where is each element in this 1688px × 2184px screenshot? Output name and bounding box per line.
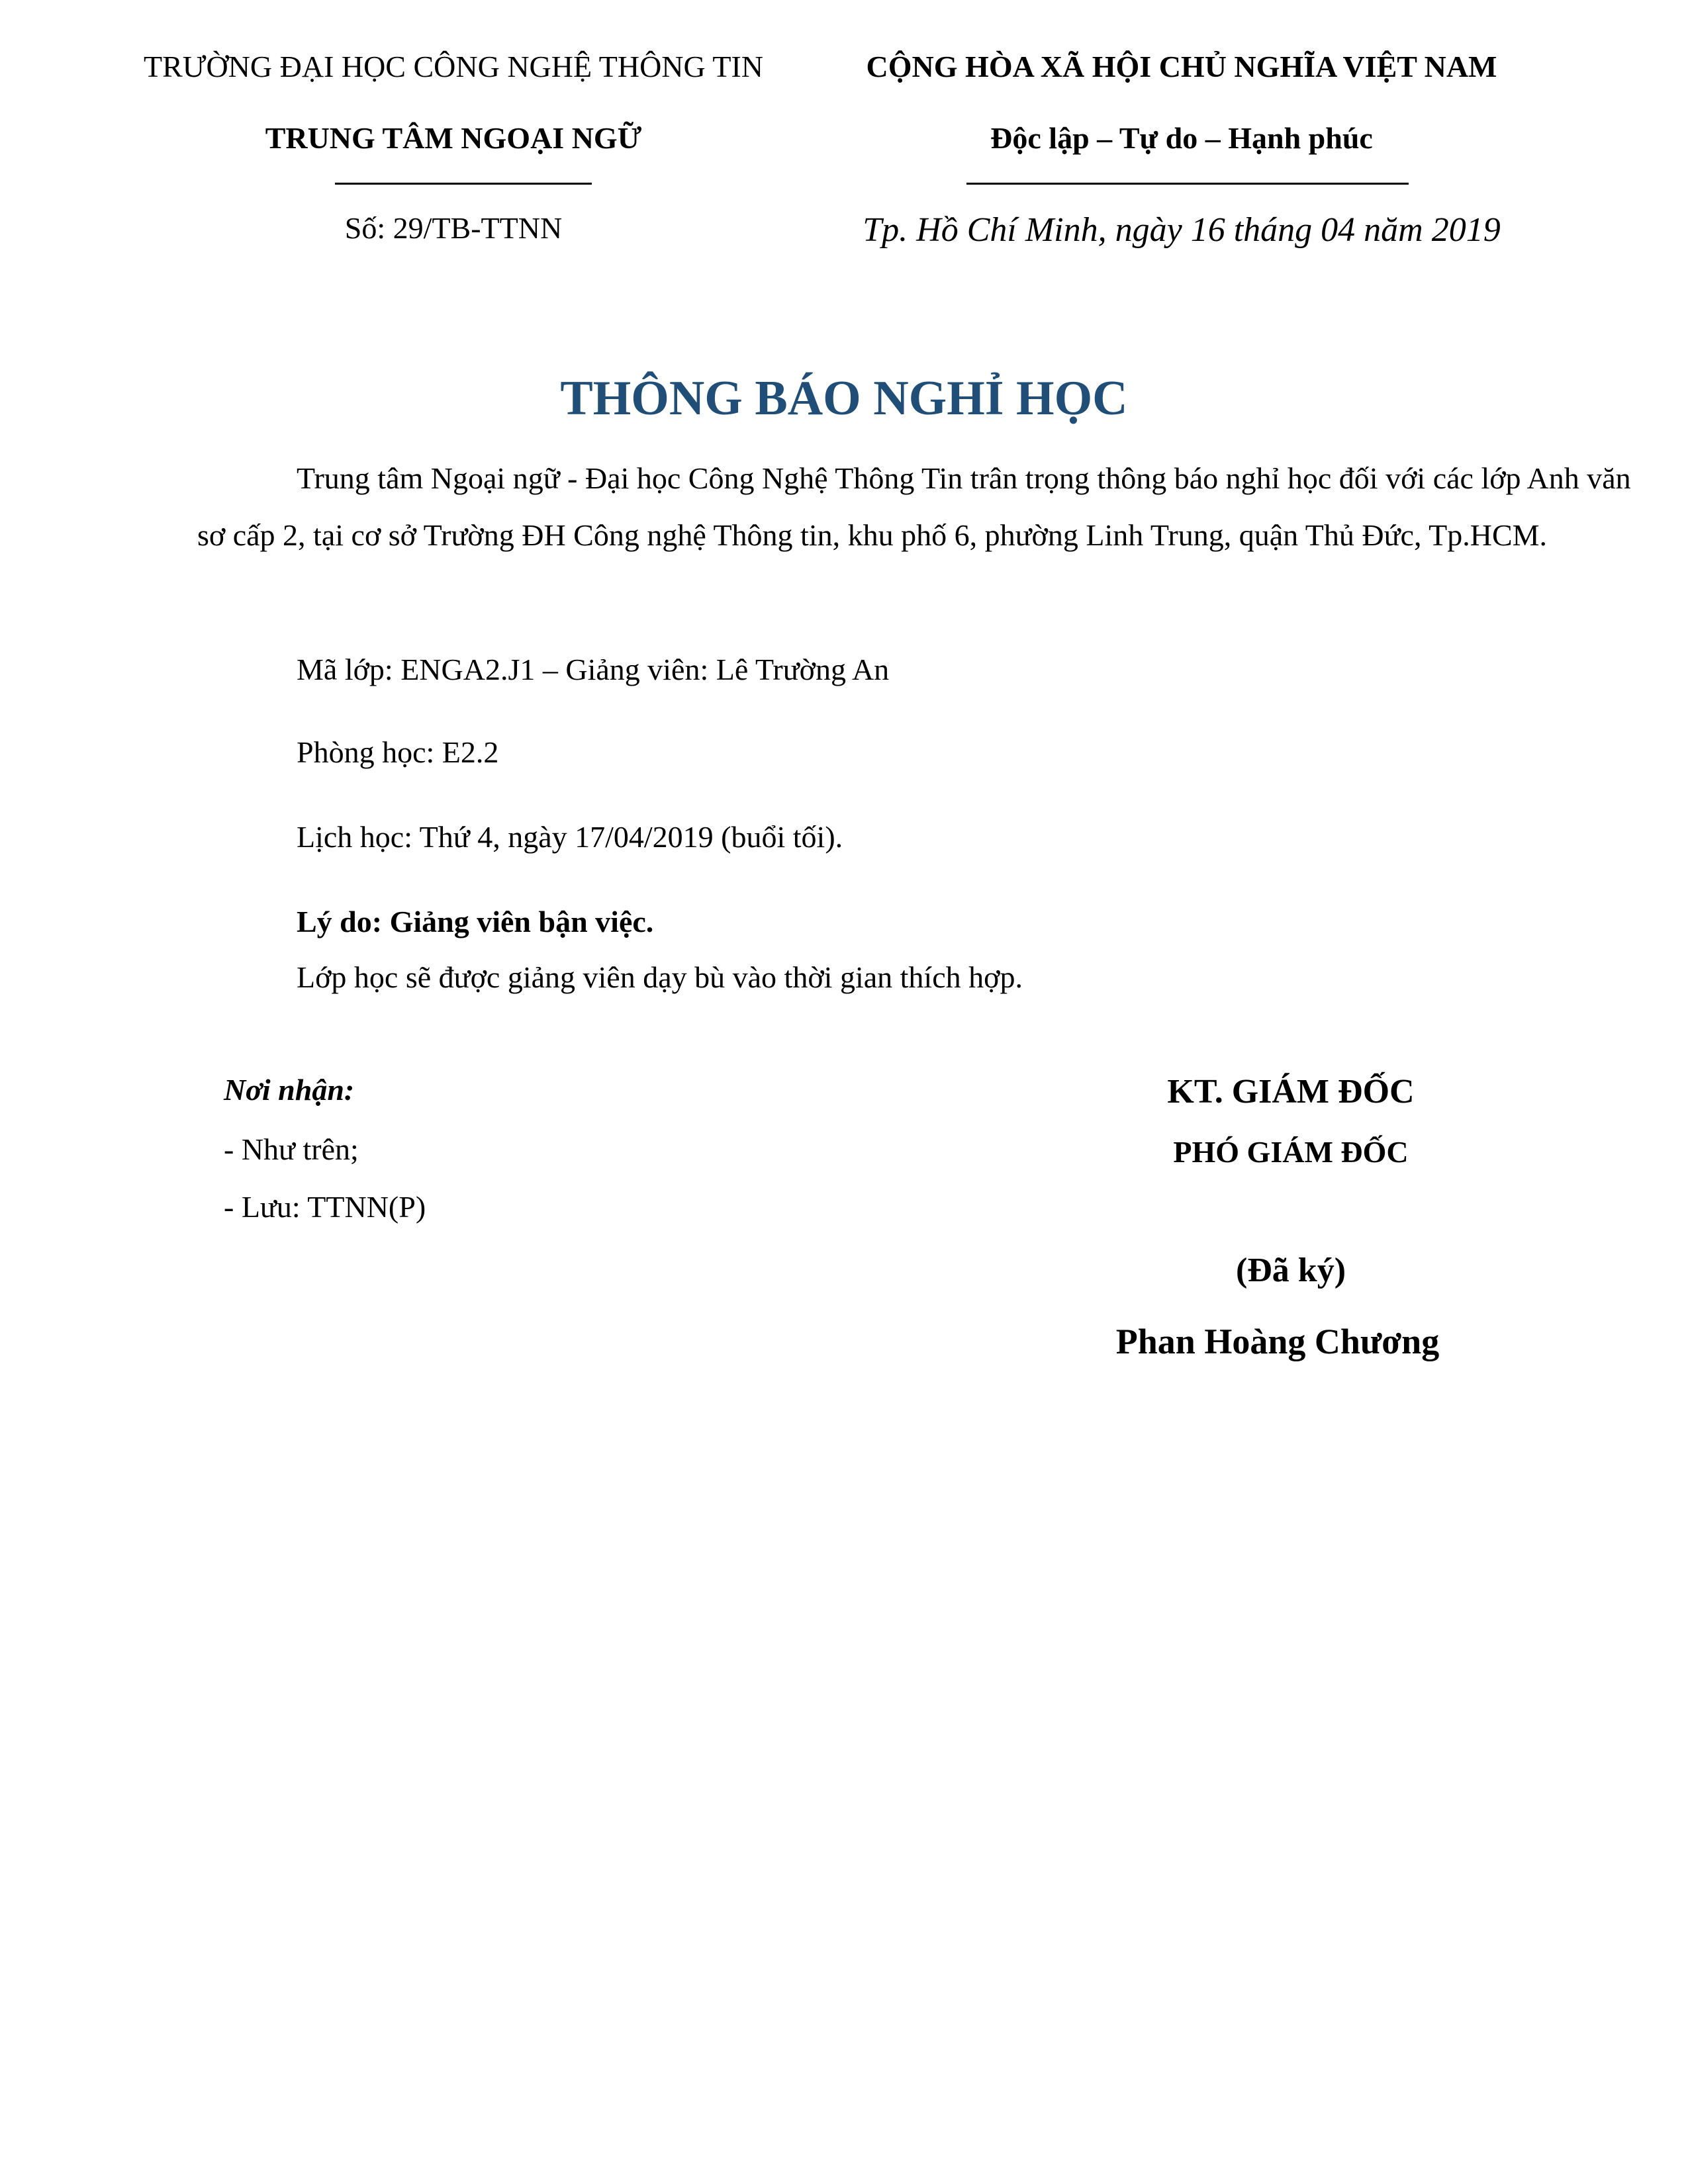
document-number: Số: 29/TB-TTNN — [344, 211, 563, 245]
national-title: CỘNG HÒA XÃ HỘI CHỦ NGHĨA VIỆT NAM — [866, 50, 1497, 83]
place-date: Tp. Hồ Chí Minh, ngày 16 tháng 04 năm 2019 — [863, 211, 1501, 249]
recipient-item: - Như trên; — [224, 1132, 359, 1166]
center-name: TRUNG TÂM NGOẠI NGỮ — [265, 121, 642, 155]
makeup-line: Lớp học sẽ được giảng viên dạy bù vào thời gian thích hợp. — [297, 960, 1023, 994]
header-right-divider — [966, 183, 1409, 185]
intro-text: Trung tâm Ngoại ngữ - Đại học Công Nghệ Thông Tin trân trọng thông báo nghỉ học đối với các lớp Anh văn sơ cấp 2, tại cơ sở Trường ĐH Công nghệ Thông tin, khu phố 6, phường Linh Trung, quận Thủ Đức, Tp.HCM. — [197, 461, 1631, 552]
national-motto: Độc lập – Tự do – Hạnh phúc — [990, 121, 1373, 155]
recipient-item: - Lưu: TTNN(P) — [224, 1190, 426, 1224]
signed-note: (Đã ký) — [1235, 1251, 1346, 1289]
intro-paragraph — [197, 450, 1640, 564]
room-line: Phòng học: E2.2 — [297, 735, 499, 769]
reason-line: Lý do: Giảng viên bận việc. — [297, 905, 654, 938]
document-title: THÔNG BÁO NGHỈ HỌC — [560, 371, 1128, 426]
header-left-divider — [335, 183, 592, 185]
signer-title-secondary: PHÓ GIÁM ĐỐC — [1173, 1135, 1409, 1169]
signer-name: Phan Hoàng Chương — [1115, 1322, 1440, 1361]
recipients-heading: Nơi nhận: — [224, 1073, 355, 1107]
schedule-line: Lịch học: Thứ 4, ngày 17/04/2019 (buổi tối). — [297, 820, 843, 854]
signer-title-primary: KT. GIÁM ĐỐC — [1167, 1073, 1415, 1111]
school-name: TRƯỜNG ĐẠI HỌC CÔNG NGHỆ THÔNG TIN — [143, 50, 764, 83]
class-line: Mã lớp: ENGA2.J1 – Giảng viên: Lê Trường An — [297, 653, 890, 686]
